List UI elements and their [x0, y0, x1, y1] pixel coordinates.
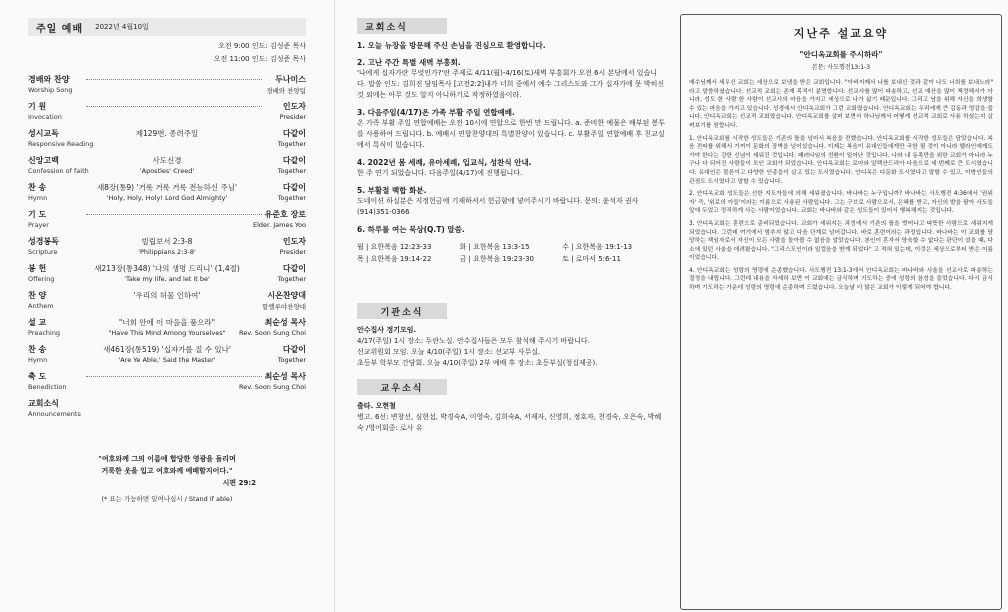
org-line: 안수집사 정기모임. — [357, 326, 417, 334]
order-item-leader: 다같이 — [282, 264, 306, 273]
order-item-en: Confession of faith — [28, 167, 89, 175]
sermon-summary-title: 지난주 설교요약 — [793, 27, 889, 40]
order-item-title: 새461장(통519) '십자가를 질 수 있나' — [103, 345, 231, 354]
org-line: 초등부 학부모 간담회. 오늘 4/10(주일) 2부 예배 후 장소: 초등부실(청십제공). — [357, 359, 598, 367]
order-item-leader: 다같이 — [282, 129, 306, 138]
order-item-ko: 찬 송 — [28, 345, 47, 354]
qt-cell: 금 | 요한복음 19:23-30 — [459, 255, 535, 263]
order-item-leader: 다같이 — [282, 156, 306, 165]
leader-dots — [86, 106, 262, 107]
sermon-paragraph: 3. 안디옥교회는 훈련으로 준비되었습니다. 교회가 세워지는 과정에서 기존의 틀을 벗어나고 따뜻한 사람으로 세워지게 되었습니다. 그런데 여기에서 멈추지 않고 다음 단계로 넘어갑니다. 바로 훈련이라는 과정입니다. 바나바는 이 교회를 담당하는 책임자로서 자신이 모든 사람을 돌아볼 수 없음을 알았습니다. 본인이 혼자서 양육할 수 없다는 판단이 섰을 때, 다소에 있던 사울을 데려왔습니다. "그리스도인이라 일컬음을 받게 되었다" 고 적혀 있는데, 이것은 세상으로부터 받은 이름이었습니다. — [689, 220, 993, 262]
order-item-title: "너희 안에 이 마음을 품으라" — [118, 318, 216, 327]
order-item-leader: 유준호 장로 — [264, 210, 306, 219]
leader-dots — [86, 79, 262, 80]
order-item-title-en: 'Apostles' Creed' — [139, 167, 195, 175]
order-item-ko: 축 도 — [28, 372, 47, 381]
order-item-leader: 두나미스 — [275, 75, 306, 84]
order-item-title-en: 'Philippians 2:3-8' — [138, 248, 196, 256]
quote-line-1: "여호와께 그의 이름에 합당한 영광을 돌리며 — [98, 455, 236, 463]
order-item-leader: 최순성 목사 — [264, 372, 306, 381]
order-row — [28, 290, 306, 317]
qt-row — [357, 253, 665, 265]
order-item-ko: 기 원 — [28, 102, 47, 111]
news-item-heading: 6. 하루를 여는 묵상(Q.T) 말씀. — [357, 225, 465, 234]
order-row — [28, 344, 306, 371]
leader-dots — [86, 376, 262, 377]
order-item-leader-en: Together — [277, 275, 306, 283]
order-item-leader-en: Together — [277, 356, 306, 364]
order-item-en: Responsive Reading — [28, 140, 94, 148]
qt-cell: 월 | 요한복음 12:23-33 — [357, 243, 432, 251]
order-item-title: 새213장(통348) '나의 생명 드리니' (1,4절) — [94, 264, 240, 273]
order-row — [28, 182, 306, 209]
order-item-ko: 성시교독 — [28, 129, 59, 138]
church-news-list — [357, 40, 665, 235]
qt-row — [357, 241, 665, 253]
order-item-title-en: "Have This Mind Among Yourselves" — [108, 329, 226, 337]
order-row — [28, 317, 306, 344]
order-row — [28, 74, 306, 101]
worship-title: 주일 예배 — [36, 23, 84, 35]
order-item-en: Announcements — [28, 410, 81, 418]
order-row — [28, 236, 306, 263]
order-item-title: 제129번. 종려주일 — [135, 129, 199, 138]
org-line: 선교위원회 모임. 오늘 4/10(주일) 1시 장소: 선교부 사무실. — [357, 348, 541, 356]
news-item-heading: 3. 다음주일(4/17)온 가족 부활 주일 연합예배. — [357, 108, 515, 117]
news-item-heading: 1. 오늘 뉴장을 방문해 주신 손님을 진심으로 환영합니다. — [357, 41, 546, 50]
order-item-leader-en: Presider — [279, 248, 306, 256]
order-item-leader-en: Elder. James Yoo — [253, 221, 306, 229]
news-item-heading: 4. 2022년 봄 세례, 유아세례, 입교식, 성찬식 안내. — [357, 158, 532, 167]
worship-order-column — [0, 0, 335, 612]
qt-cell: 목 | 요한복음 19:14-22 — [357, 255, 432, 263]
news-item — [357, 185, 665, 218]
order-item-leader-en: Presider — [279, 113, 306, 121]
news-item-heading: 2. 고난 주간 특별 새벽 부흥회. — [357, 58, 461, 67]
sermon-paragraph: 1. 안디옥교회를 시작한 성도들은 기존의 틀을 넘어서 복음을 전했습니다. 안디옥교회를 시작한 성도들은 담았습니다. 복음 전파를 위해서 기꺼이 문화의 장벽을 넘어섰습니다. 이제는 복음이 유대인들에게만 국한 될 것이 아니라 헬라인에게도 가야 한다는 강한 신념이 세워진 것입니다. 패러다임의 전환이 일어난 것입니다. 나와 내 동족만을 위한 교회가 아니라 누구나 다 되어진 사람들이 모인 교회가 되었습니다. 안디옥교회는 로마와 알렉산드리아 다음으로 세 번째로 큰 도시였습니다. 유대인은 물론이고 다양한 인종들이 살고 있는 도시였습니다. 안디옥은 다문화 도시였다고 말할 수 있고, 이방인들의 관점도 도시였다고 말할 수 있습니다. — [689, 135, 993, 185]
order-row — [28, 398, 306, 425]
order-item-leader-en: Rev. Soon Sung Choi — [239, 383, 306, 391]
order-item-title-en: 'Holy, Holy, Holy! Lord God Almighty' — [106, 194, 228, 202]
order-item-leader-en: 경배와 찬양팀 — [266, 87, 306, 95]
sermon-paragraph: 4. 안디옥교회는 성령의 명령에 순종했습니다. 사도행전 13:1-3에서 안디옥교회는 바나바와 사울을 선교사로 파송하는 결정을 내립니다. 그런데 내용을 자세히 보면 이 교회에는 금식하며 기도하는 중에 성령의 음성을 들었습니다. 다시 금식하며 기도하는 가운데 성령의 명령에 순종하며 드렸습니다. 오늘날 더 많은 교회가 이렇게 되어야 합니다. — [689, 267, 993, 292]
order-item-ko: 신앙고백 — [28, 156, 59, 165]
news-item-body: '나에게 십자가란 무엇인가?'란 주제로 4/11(월)-4/16(토)새벽 부흥회가 오전 6시 본당에서 있습니다. 말씀 인도: 김희진 담임목사 [고전2:2]내가 너희 중에서 예수 그리스도와 그가 십자가에 못 박히신 것 외에는 아무 것도 알지 아니하기로 작정하였음이라. — [357, 69, 665, 99]
org-line: 4/17(주일) 1시 장소: 두란노실. 안수집사들은 모두 참석해 주시기 바랍니다. — [357, 337, 590, 345]
staff-line: 출타. 오현철 — [357, 402, 396, 410]
news-item-body: 온 가족 부활 주일 연합예배는 오전 10시에 연합으로 한번 만 드립니다. a. 준비한 예물은 배부된 봉투를 사용하여 드립니다. b. 예배시 연합찬양대의 특별찬양이 있습니다. c. 부활주일 연합예배 후 친교실에서 특식이 있습니다. — [357, 119, 665, 149]
order-item-title: 빌립보서 2:3-8 — [141, 237, 193, 246]
worship-date: 2022년 4월10일 — [95, 23, 149, 31]
service-time-2: 오전 11:00 인도: 김성준 목사 — [213, 55, 306, 63]
sermon-summary-column — [680, 0, 1008, 612]
quote-ref: 시편 29:2 — [222, 479, 256, 487]
news-item — [357, 107, 665, 151]
order-item-ko: 교회소식 — [28, 399, 59, 408]
news-item — [357, 157, 665, 179]
order-item-leader: 다같이 — [282, 345, 306, 354]
order-item-leader-en: Together — [277, 194, 306, 202]
stand-note: (* 표는 가능하면 일어나십시 / Stand if able) — [101, 495, 233, 503]
sermon-paragraph: 2. 안디옥교회 성도들은 선한 지도자들에 의해 세워졌습니다. 바나바는 누구입니까? 바나바는 사도행전 4:36에서 '권위자' 즉, '위로의 아들'이라는 이름으로 사용된 사람입니다. 그는 구브로 사람으로서, 은혜를 받고, 자신의 밭을 팔아 사도들 앞에 두었고 정직하게 사는 사람이었습니다. 교회는 바나바와 같은 성도들이 있어서 행복해지는 것입니다. — [689, 191, 993, 215]
order-item-en: Invocation — [28, 113, 62, 121]
order-item-leader: 시온찬양대 — [267, 291, 306, 300]
order-item-title-en: 'Take my life, and let it be' — [124, 275, 210, 283]
sermon-summary-body — [689, 79, 993, 293]
scripture-quote — [28, 453, 306, 505]
leader-dots — [86, 214, 262, 215]
order-item-leader: 다같이 — [282, 183, 306, 192]
order-item-leader: 인도자 — [282, 237, 306, 246]
news-item — [357, 224, 665, 235]
order-row — [28, 101, 306, 128]
order-of-worship — [28, 74, 306, 425]
order-item-title-en: 'Are Ye Able,' Said the Master' — [118, 356, 216, 364]
order-item-leader-en: Together — [277, 140, 306, 148]
sermon-paragraph: 예수님께서 세우신 교회는 세상으로 보냄을 받은 교회입니다. "아버지께서 나를 보내신 것과 같이 나도 너희를 보내노라" 라고 말씀하셨습니다. 선교적 교회는 존재 목적이 분명합니다. 선교사를 많이 파송하고, 선교 예산을 많이 책정해서가 아니라, 성도 한 사람 한 사람이 선교사의 마음을 가지고 세상으로 나가 삶기 때문입니다. 그리고 남을 위해 자신을 희생할 수 있는 마음을 가지고 있습니다. 성경에서 안디옥교회가 그런 교회였습니다. 안디옥교회는 우리에게 큰 감동과 영감을 줍니다. 안디옥교회는 선교적 교회였습니다. 안디옥교회를 살펴 보면서 하나님께서 어떻게 선교적 교회로 사용 하셨는지 살펴보기를 원합니다. — [689, 80, 993, 129]
order-item-en: Hymn — [28, 194, 48, 202]
service-times — [28, 40, 306, 66]
news-item — [357, 40, 665, 51]
service-time-1: 오전 9:00 인도: 김성준 목사 — [218, 42, 306, 50]
member-news-header: 교우소식 — [357, 379, 447, 395]
qt-cell: 수 | 요한복음 19:1-13 — [562, 243, 633, 251]
order-row — [28, 128, 306, 155]
order-item-en: Scripture — [28, 248, 58, 256]
news-item — [357, 57, 665, 101]
sermon-summary-box — [680, 14, 1002, 610]
news-item-heading: 5. 부활절 백합 화분. — [357, 186, 427, 195]
news-column — [345, 0, 675, 612]
order-item-en: Benediction — [28, 383, 67, 391]
order-item-en: Preaching — [28, 329, 61, 337]
order-row — [28, 263, 306, 290]
order-item-leader: 최순성 목사 — [264, 318, 306, 327]
order-item-leader-en: Rev. Soon Sung Choi — [239, 329, 306, 337]
church-news-header: 교회소식 — [357, 18, 447, 34]
order-item-en: Hymn — [28, 356, 48, 364]
order-item-ko: 기 도 — [28, 210, 47, 219]
qt-cell: 화 | 요한복음 13:3-15 — [459, 243, 530, 251]
order-row — [28, 209, 306, 236]
member-news-list — [357, 401, 665, 434]
order-item-leader-en: 할렐루야찬양대 — [262, 303, 306, 311]
order-item-ko: 설 교 — [28, 318, 47, 327]
qt-cell: 토 | 로마서 5:6-11 — [562, 255, 621, 263]
quote-line-2: 거룩한 옷을 입고 여호와께 예배할지어다." — [101, 467, 233, 475]
order-item-en: Offering — [28, 275, 55, 283]
news-item-body: 한 주 연기 되었습니다. 다음주일(4/17)에 진행됩니다. — [357, 169, 523, 177]
order-item-en: Worship Song — [28, 86, 73, 94]
order-item-ko: 봉 헌 — [28, 264, 47, 273]
order-row — [28, 371, 306, 398]
order-item-ko: 성경봉독 — [28, 237, 59, 246]
order-item-en: Prayer — [28, 221, 49, 229]
order-item-ko: 찬 양 — [28, 291, 47, 300]
order-item-leader-en: Together — [277, 167, 306, 175]
order-item-ko: 찬 송 — [28, 183, 47, 192]
qt-table — [357, 241, 665, 265]
order-row — [28, 155, 306, 182]
order-item-title: 새8장(통9) '거룩 거룩 거룩 전능하신 주님' — [96, 183, 238, 192]
org-news-header: 기관소식 — [357, 303, 447, 319]
worship-header — [28, 18, 306, 36]
news-item-body: 도네이션 하실분은 지정헌금에 기재하셔서 헌금함에 넣어주시기 바랍니다. 문의: 윤석자 권사(914)351-0366 — [357, 197, 639, 216]
org-news-list — [357, 325, 665, 369]
order-item-title: '우리의 허물 인하여' — [133, 291, 201, 300]
order-item-title: 사도신경 — [152, 156, 182, 165]
staff-line: 병고. 6선: 변창선, 심현섭, 박경숙A, 이영숙, 김희숙A, 서재자, 신영희, 정호자, 천경숙, 오은숙, 박혜숙 /영어회중: 로사 유 — [357, 413, 662, 432]
order-item-leader: 인도자 — [282, 102, 306, 111]
sermon-summary-subtitle: "안디옥교회를 주시하라" — [799, 50, 883, 59]
order-item-en: Anthem — [28, 302, 54, 310]
sermon-summary-ref: 본문: 사도행전13:1-3 — [811, 64, 871, 71]
order-item-ko: 경배와 찬양 — [28, 75, 70, 84]
